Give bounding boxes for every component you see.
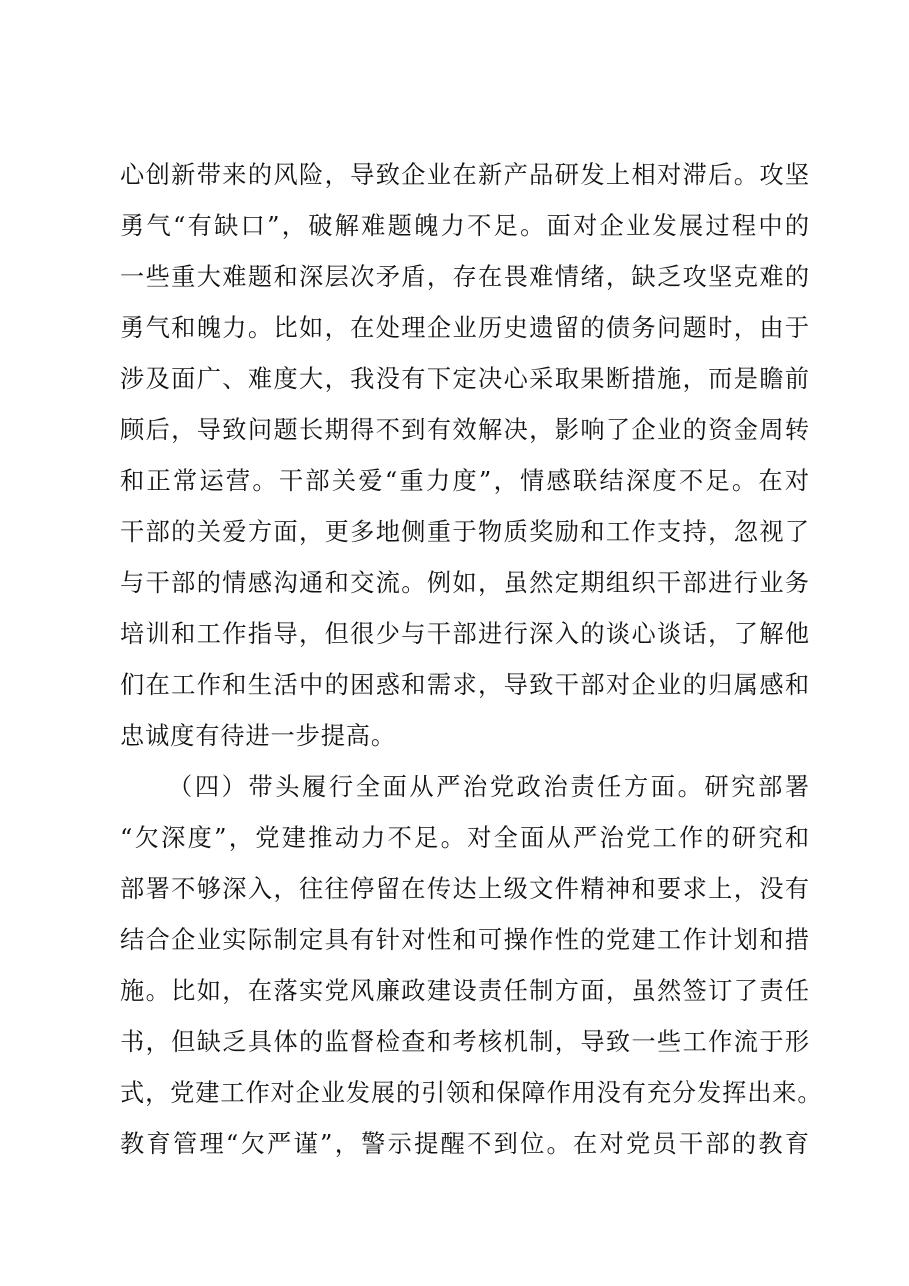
text-line: 结合企业实际制定具有针对性和可操作性的党建工作计划和措 — [120, 926, 810, 954]
text-line: 与干部的情感沟通和交流。例如，虽然定期组织干部进行业务 — [120, 569, 810, 597]
text-line: 顾后，导致问题长期得不到有效解决，影响了企业的资金周转 — [120, 416, 810, 444]
text-line: 施。比如，在落实党风廉政建设责任制方面，虽然签订了责任 — [120, 977, 810, 1005]
text-line: “欠深度”，党建推动力不足。对全面从严治党工作的研究和 — [120, 824, 810, 852]
text-line: 勇气“有缺口”，破解难题魄力不足。面对企业发展过程中的 — [120, 212, 810, 240]
text-line: 勇气和魄力。比如，在处理企业历史遗留的债务问题时，由于 — [120, 314, 810, 342]
text-line: 和正常运营。干部关爱“重力度”，情感联结深度不足。在对 — [120, 467, 810, 495]
text-line: 式，党建工作对企业发展的引领和保障作用没有充分发挥出来。 — [120, 1079, 823, 1107]
text-line: 干部的关爱方面，更多地侧重于物质奖励和工作支持，忽视了 — [120, 518, 810, 546]
text-line: 涉及面广、难度大，我没有下定决心采取果断措施，而是瞻前 — [120, 365, 810, 393]
text-line: 们在工作和生活中的困惑和需求，导致干部对企业的归属感和 — [120, 671, 810, 699]
text-line: 心创新带来的风险，导致企业在新产品研发上相对滞后。攻坚 — [120, 161, 810, 189]
text-line: 一些重大难题和深层次矛盾，存在畏难情绪，缺乏攻坚克难的 — [120, 263, 810, 291]
text-line: 部署不够深入，往往停留在传达上级文件精神和要求上，没有 — [120, 875, 810, 903]
text-line: 书，但缺乏具体的监督检查和考核机制，导致一些工作流于形 — [120, 1028, 810, 1056]
body-text — [120, 150, 823, 1170]
text-line: 培训和工作指导，但很少与干部进行深入的谈心谈话，了解他 — [120, 620, 810, 648]
text-line: 教育管理“欠严谨”，警示提醒不到位。在对党员干部的教育 — [120, 1130, 810, 1158]
text-line: 忠诚度有待进一步提高。 — [120, 722, 396, 750]
section-heading-line: （四）带头履行全面从严治党政治责任方面。研究部署 — [168, 773, 810, 801]
